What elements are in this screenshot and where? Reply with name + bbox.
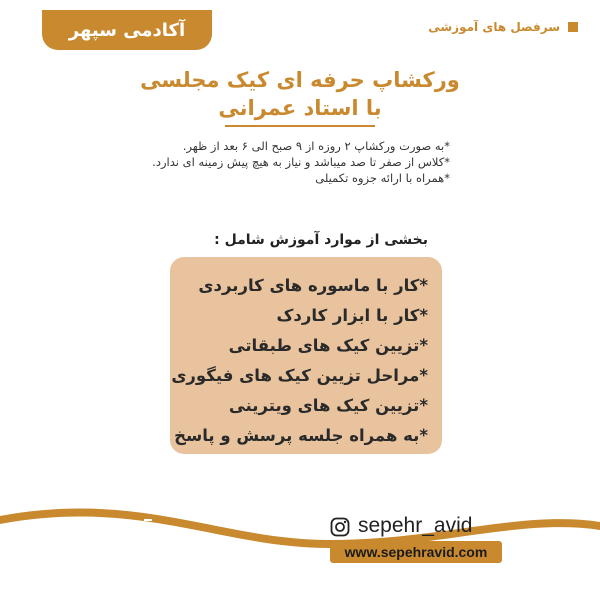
section-label-text: سرفصل های آموزشی — [428, 20, 560, 34]
title-underline — [225, 125, 375, 127]
course-item: *کار با ابزار کاردک — [276, 306, 428, 325]
square-bullet-icon — [568, 22, 578, 32]
instagram-icon[interactable] — [330, 517, 350, 537]
academy-name: آکادمی سپهر — [68, 19, 186, 41]
includes-heading: بخشی از موارد آموزش شامل : — [214, 232, 428, 248]
instructor-title: با استاد عمرانی — [218, 96, 382, 120]
workshop-notes — [30, 138, 450, 186]
course-item: *کار با ماسوره های کاربردی — [198, 276, 428, 295]
website-link[interactable]: www.sepehravid.com — [344, 544, 488, 560]
course-items-list — [170, 257, 442, 451]
note-item: *به صورت ورکشاپ ۲ روزه از ۹ صبح الی ۶ بعد از ظهر. — [182, 139, 450, 153]
course-items-box — [170, 257, 442, 454]
instagram-handle[interactable]: sepehr_avid — [358, 514, 473, 537]
academy-badge — [42, 10, 212, 50]
note-item: *کلاس از صفر تا صد میباشد و نیاز به هیچ پیش زمینه ای ندارد. — [152, 155, 450, 169]
course-item: *مراحل تزیین کیک های فیگوری — [171, 366, 428, 385]
bottom-wave-decoration — [0, 480, 600, 600]
section-label — [428, 20, 578, 34]
workshop-title: ورکشاپ حرفه ای کیک مجلسی — [140, 68, 460, 92]
note-item: *همراه با ارائه جزوه تکمیلی — [315, 171, 450, 185]
website-badge[interactable] — [330, 541, 502, 563]
course-item: *به همراه جلسه پرسش و پاسخ — [174, 426, 428, 445]
sepehr-logo-icon — [102, 514, 158, 554]
course-item: *تزیین کیک های ویترینی — [228, 396, 428, 415]
course-item: *تزیین کیک های طبقاتی — [228, 336, 428, 355]
